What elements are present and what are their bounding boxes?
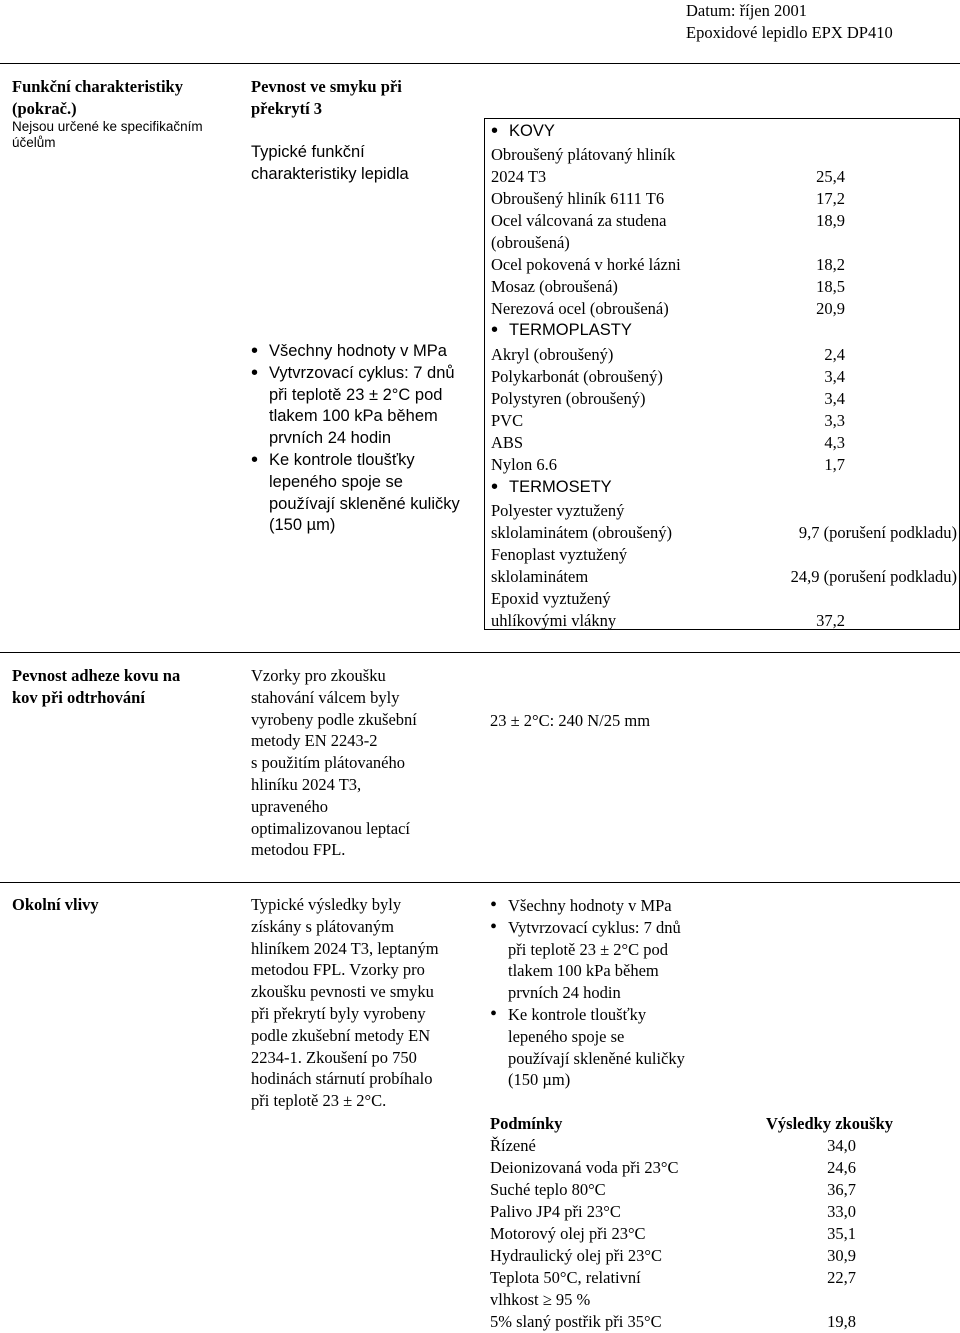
section1-bullets [251, 341, 479, 537]
table-row: PVC 3,3 [491, 411, 845, 430]
table-row: Polykarbonát (obroušený) 3,4 [491, 367, 845, 386]
table-row: Polystyren (obroušený) 3,4 [491, 389, 845, 408]
table-row: ABS 4,3 [491, 433, 845, 452]
document-header [686, 0, 956, 44]
table-row: Ocel válcovaná za studena (obroušená) 18,9 [491, 211, 845, 252]
section2-result: 23 ± 2°C: 240 N/25 mm [490, 711, 651, 730]
bullet-bondline: • Ke kontrole tloušťky lepeného spoje se používají skleněné kuličky (150 µm) [490, 1004, 730, 1091]
section1-note: Nejsou určené ke specifikačním účelům [12, 119, 203, 150]
table-row: Deionizovaná voda při 23°C 24,6 [490, 1158, 856, 1177]
section3-bullets [490, 895, 730, 1091]
bullet-units: • Všechny hodnoty v MPa [490, 895, 730, 917]
bullet-cure-cycle: • Vytvrzovací cyklus: 7 dnů při teplotě 23 ± 2°C pod tlakem 100 kPa během prvních 24 hodin [251, 363, 479, 450]
header-product: Epoxidové lepidlo EPX DP410 [686, 22, 893, 42]
table-row: Ocel pokovená v horké lázni 18,2 [491, 255, 845, 274]
shear-strength-table [484, 118, 960, 630]
table-row: Obroušený hliník 6111 T6 17,2 [491, 189, 845, 208]
bullet-bondline: • Ke kontrole tloušťky lepeného spoje se používají skleněné kuličky (150 µm) [251, 450, 479, 537]
table-row: Palivo JP4 při 23°C 33,0 [490, 1202, 856, 1221]
section-header: • KOVY [491, 121, 555, 143]
table-row: Epoxid vyztužený uhlíkovými vlákny 37,2 [491, 589, 845, 630]
table-section-metals [491, 121, 555, 143]
table-section-thermoplastics [491, 320, 632, 342]
environmental-table [490, 1113, 930, 1331]
table-row: Obroušený plátovaný hliník 2024 T3 25,4 [491, 145, 845, 186]
section2-description: Vzorky pro zkoušku stahování válcem byly vyrobeny podle zkušební metody EN 2243-2 s použitím plátovaného hliníku 2024 T3, upraveného optimalizovanou leptací metodou FPL. [251, 666, 417, 860]
table-row: Fenoplast vyztužený sklolaminátem 24,9 (porušení podkladu) [491, 545, 957, 586]
bullet-cure-cycle: • Vytvrzovací cyklus: 7 dnů při teplotě 23 ± 2°C pod tlakem 100 kPa během prvních 24 hodin [490, 917, 730, 1004]
section-header: • TERMOPLASTY [491, 320, 632, 342]
table-row: Řízené 34,0 [490, 1136, 856, 1155]
divider-section2 [0, 652, 960, 653]
conditions-header: Podmínky [490, 1114, 563, 1133]
section1-description: Typické funkční charakteristiky lepidla [251, 143, 409, 183]
divider-top [0, 63, 960, 64]
table-row: Akryl (obroušený) 2,4 [491, 345, 845, 364]
table-row: Hydraulický olej při 23°C 30,9 [490, 1246, 856, 1265]
results-header: Výsledky zkoušky [766, 1114, 893, 1133]
bullet-units: • Všechny hodnoty v MPa [251, 341, 479, 363]
table-row: 5% slaný postřik při 35°C 19,8 [490, 1312, 856, 1331]
table-row: Polyester vyztužený sklolaminátem (obroušený) 9,7 (porušení podkladu) [491, 501, 957, 542]
table-row: Nylon 6.6 1,7 [491, 455, 845, 474]
table-row: Mosaz (obroušená) 18,5 [491, 277, 845, 296]
table-row: Teplota 50°C, relativní vlhkost ≥ 95 % 22,7 [490, 1268, 856, 1309]
section1-title: Funkční charakteristiky (pokrač.) [12, 77, 183, 118]
section1-subtitle: Pevnost ve smyku při překrytí 3 [251, 77, 402, 118]
table-section-thermosets [491, 477, 612, 499]
section-header: • TERMOSETY [491, 477, 612, 499]
section3-description: Typické výsledky byly získány s plátovaným hliníkem 2024 T3, leptaným metodou FPL. Vzorky pro zkoušku pevnosti ve smyku při překrytí byly vyrobeny podle zkušební metody EN 2234-1. Zkoušení po 750 hodinách stárnutí probíhalo při teplotě 23 ± 2°C. [251, 895, 439, 1111]
header-date: Datum: říjen 2001 [686, 1, 807, 20]
table-row: Motorový olej při 23°C 35,1 [490, 1224, 856, 1243]
table-row: Nerezová ocel (obroušená) 20,9 [491, 299, 845, 318]
table-row: Suché teplo 80°C 36,7 [490, 1180, 856, 1199]
divider-section3 [0, 882, 960, 883]
section3-title: Okolní vlivy [12, 895, 99, 914]
section2-title: Pevnost adheze kovu na kov při odtrhování [12, 666, 181, 707]
